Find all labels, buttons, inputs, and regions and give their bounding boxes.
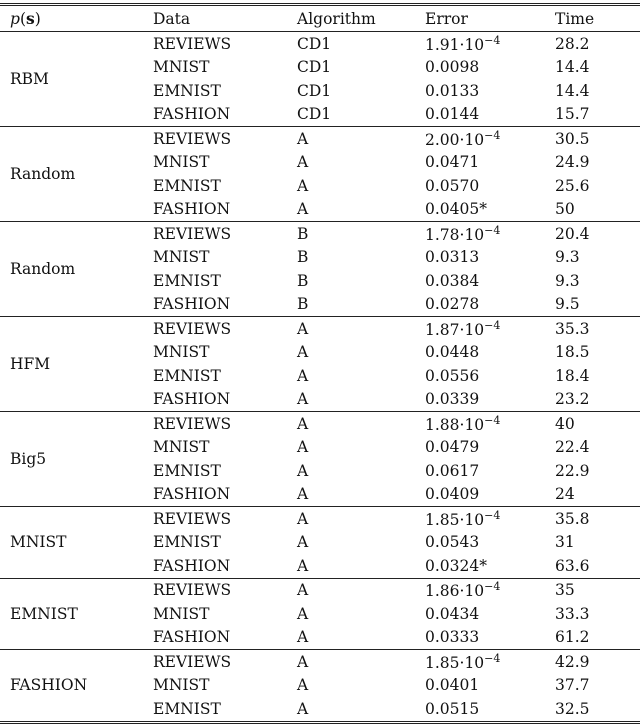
cell-data: FASHION bbox=[153, 200, 231, 219]
cell-algorithm: A bbox=[297, 604, 309, 623]
cell-error: 0.0556 bbox=[425, 366, 480, 385]
cell-algorithm: A bbox=[297, 153, 309, 172]
cell-data: MNIST bbox=[153, 153, 210, 172]
cell-data: EMNIST bbox=[153, 271, 221, 290]
cell-time: 20.4 bbox=[555, 224, 590, 243]
cell-data: FASHION bbox=[153, 556, 231, 575]
header-prior-arg: s bbox=[26, 9, 35, 28]
cell-algorithm: B bbox=[297, 295, 309, 314]
cell-error bbox=[425, 317, 555, 341]
cell-data: EMNIST bbox=[153, 176, 221, 195]
table-header bbox=[0, 5, 640, 32]
cell-time: 18.4 bbox=[555, 366, 590, 385]
cell-error: 0.0333 bbox=[425, 628, 480, 647]
cell-data: FASHION bbox=[153, 628, 231, 647]
cell-algorithm: A bbox=[297, 343, 309, 362]
cell-algorithm: A bbox=[297, 676, 309, 695]
cell-time: 35.8 bbox=[555, 509, 590, 528]
error-exponent: −4 bbox=[484, 223, 501, 237]
cell-algorithm: A bbox=[297, 485, 309, 504]
cell-data: REVIEWS bbox=[153, 129, 232, 148]
group-label: RBM bbox=[10, 70, 49, 88]
cell-time: 9.3 bbox=[555, 271, 580, 290]
cell-algorithm: A bbox=[297, 176, 309, 195]
cell-time: 15.7 bbox=[555, 105, 590, 124]
cell-error: 0.0617 bbox=[425, 461, 480, 480]
table-row bbox=[0, 507, 640, 531]
cell-algorithm: A bbox=[297, 652, 309, 671]
cell-time: 37.7 bbox=[555, 676, 590, 695]
cell-data: MNIST bbox=[153, 343, 210, 362]
table-row bbox=[0, 578, 640, 602]
cell-algorithm: A bbox=[297, 461, 309, 480]
group-label: Random bbox=[10, 165, 76, 183]
cell-algorithm: B bbox=[297, 224, 309, 243]
cell-algorithm: A bbox=[297, 533, 309, 552]
error-mantissa: 1.91·10 bbox=[425, 35, 485, 54]
error-mantissa: 1.85·10 bbox=[425, 510, 485, 529]
header-data: Data bbox=[153, 9, 191, 28]
cell-time: 22.4 bbox=[555, 438, 590, 457]
cell-data: EMNIST bbox=[153, 366, 221, 385]
cell-time: 18.5 bbox=[555, 343, 590, 362]
cell-algorithm: CD1 bbox=[297, 105, 332, 124]
table-row bbox=[0, 412, 640, 436]
error-exponent: −4 bbox=[484, 413, 501, 427]
group-label: FASHION bbox=[10, 676, 88, 695]
header-row bbox=[0, 5, 640, 32]
cell-data: REVIEWS bbox=[153, 319, 232, 338]
cell-data: MNIST bbox=[153, 604, 210, 623]
cell-error: 0.0543 bbox=[425, 533, 480, 552]
group-label: Big5 bbox=[10, 450, 47, 468]
cell-data: REVIEWS bbox=[153, 652, 232, 671]
cell-error: 0.0448 bbox=[425, 343, 480, 362]
cell-time: 61.2 bbox=[555, 628, 590, 647]
error-exponent: −4 bbox=[484, 33, 501, 47]
table-group bbox=[0, 127, 640, 222]
table-group bbox=[0, 578, 640, 650]
table-row bbox=[0, 127, 640, 151]
table-group bbox=[0, 507, 640, 579]
error-exponent: −4 bbox=[484, 318, 501, 332]
cell-algorithm: CD1 bbox=[297, 34, 332, 53]
group-label: EMNIST bbox=[10, 604, 78, 623]
table-group bbox=[0, 412, 640, 507]
error-exponent: −4 bbox=[484, 128, 501, 142]
cell-error: 0.0384 bbox=[425, 271, 480, 290]
cell-error: 0.0339 bbox=[425, 390, 480, 409]
cell-error: 0.0570 bbox=[425, 176, 480, 195]
error-mantissa: 2.00·10 bbox=[425, 130, 485, 149]
cell-data: MNIST bbox=[153, 676, 210, 695]
cell-algorithm: CD1 bbox=[297, 81, 332, 100]
cell-error bbox=[425, 127, 555, 151]
cell-data: FASHION bbox=[153, 485, 231, 504]
cell-time: 25.6 bbox=[555, 176, 590, 195]
cell-algorithm: CD1 bbox=[297, 58, 332, 77]
cell-data: REVIEWS bbox=[153, 34, 232, 53]
cell-algorithm: A bbox=[297, 581, 309, 600]
cell-time: 14.4 bbox=[555, 58, 590, 77]
group-label: HFM bbox=[10, 355, 51, 373]
cell-time: 50 bbox=[555, 200, 575, 219]
cell-error: 0.0434 bbox=[425, 604, 480, 623]
cell-time: 23.2 bbox=[555, 390, 590, 409]
group-label: MNIST bbox=[10, 533, 67, 552]
group-label: Random bbox=[10, 260, 76, 278]
cell-error bbox=[425, 32, 555, 56]
table-row bbox=[0, 317, 640, 341]
cell-time: 30.5 bbox=[555, 129, 590, 148]
cell-data: FASHION bbox=[153, 390, 231, 409]
cell-time: 28.2 bbox=[555, 34, 590, 53]
cell-time: 24 bbox=[555, 485, 575, 504]
cell-error: 0.0409 bbox=[425, 485, 480, 504]
cell-algorithm: A bbox=[297, 509, 309, 528]
cell-error: 0.0098 bbox=[425, 58, 480, 77]
cell-time: 40 bbox=[555, 414, 575, 433]
table-row bbox=[0, 32, 640, 56]
error-exponent: −4 bbox=[484, 508, 501, 522]
table-row bbox=[0, 222, 640, 246]
cell-time: 63.6 bbox=[555, 556, 590, 575]
cell-data: REVIEWS bbox=[153, 581, 232, 600]
cell-error: 0.0144 bbox=[425, 105, 480, 124]
cell-algorithm: A bbox=[297, 200, 309, 219]
cell-data: REVIEWS bbox=[153, 224, 232, 243]
error-mantissa: 1.86·10 bbox=[425, 582, 485, 601]
cell-time: 9.5 bbox=[555, 295, 580, 314]
cell-data: EMNIST bbox=[153, 533, 221, 552]
table-group bbox=[0, 32, 640, 127]
cell-error bbox=[425, 222, 555, 246]
error-exponent: −4 bbox=[484, 580, 501, 594]
cell-algorithm: B bbox=[297, 248, 309, 267]
cell-error: 0.0401 bbox=[425, 676, 480, 695]
cell-error bbox=[425, 650, 555, 674]
cell-error: 0.0471 bbox=[425, 153, 480, 172]
header-prior: p(s) bbox=[10, 9, 41, 28]
error-mantissa: 1.88·10 bbox=[425, 415, 485, 434]
cell-error: 0.0324* bbox=[425, 556, 487, 575]
cell-error bbox=[425, 578, 555, 602]
cell-error bbox=[425, 507, 555, 531]
results-table bbox=[0, 3, 640, 724]
header-error: Error bbox=[425, 9, 468, 28]
table-group bbox=[0, 317, 640, 412]
header-time: Time bbox=[555, 9, 595, 28]
cell-algorithm: A bbox=[297, 366, 309, 385]
cell-time: 31 bbox=[555, 533, 575, 552]
cell-error: 0.0278 bbox=[425, 295, 480, 314]
cell-time: 35 bbox=[555, 581, 575, 600]
cell-algorithm: A bbox=[297, 414, 309, 433]
cell-data: EMNIST bbox=[153, 81, 221, 100]
cell-error: 0.0405* bbox=[425, 200, 487, 219]
header-algorithm: Algorithm bbox=[297, 9, 376, 28]
cell-algorithm: A bbox=[297, 390, 309, 409]
cell-error bbox=[425, 412, 555, 436]
error-mantissa: 1.78·10 bbox=[425, 225, 485, 244]
cell-algorithm: B bbox=[297, 271, 309, 290]
header-prior-symbol: p bbox=[10, 10, 20, 28]
error-mantissa: 1.87·10 bbox=[425, 320, 485, 339]
cell-algorithm: A bbox=[297, 319, 309, 338]
cell-time: 42.9 bbox=[555, 652, 590, 671]
cell-data: REVIEWS bbox=[153, 509, 232, 528]
cell-time: 33.3 bbox=[555, 604, 590, 623]
cell-data: FASHION bbox=[153, 105, 231, 124]
cell-algorithm: A bbox=[297, 556, 309, 575]
cell-time: 22.9 bbox=[555, 461, 590, 480]
cell-error: 0.0133 bbox=[425, 81, 480, 100]
cell-time: 35.3 bbox=[555, 319, 590, 338]
cell-algorithm: A bbox=[297, 699, 309, 718]
cell-error: 0.0313 bbox=[425, 248, 480, 267]
cell-algorithm: A bbox=[297, 129, 309, 148]
cell-error: 0.0515 bbox=[425, 699, 480, 718]
cell-data: MNIST bbox=[153, 58, 210, 77]
cell-time: 32.5 bbox=[555, 699, 590, 718]
cell-data: MNIST bbox=[153, 248, 210, 267]
cell-data: REVIEWS bbox=[153, 414, 232, 433]
cell-algorithm: A bbox=[297, 438, 309, 457]
cell-error: 0.0479 bbox=[425, 438, 480, 457]
cell-time: 24.9 bbox=[555, 153, 590, 172]
cell-time: 9.3 bbox=[555, 248, 580, 267]
cell-data: EMNIST bbox=[153, 699, 221, 718]
error-exponent: −4 bbox=[484, 651, 501, 665]
table-row bbox=[0, 650, 640, 674]
cell-data: EMNIST bbox=[153, 461, 221, 480]
cell-algorithm: A bbox=[297, 628, 309, 647]
table-group bbox=[0, 222, 640, 317]
cell-data: FASHION bbox=[153, 295, 231, 314]
error-mantissa: 1.85·10 bbox=[425, 653, 485, 672]
table-group bbox=[0, 650, 640, 723]
cell-data: MNIST bbox=[153, 438, 210, 457]
cell-time: 14.4 bbox=[555, 81, 590, 100]
